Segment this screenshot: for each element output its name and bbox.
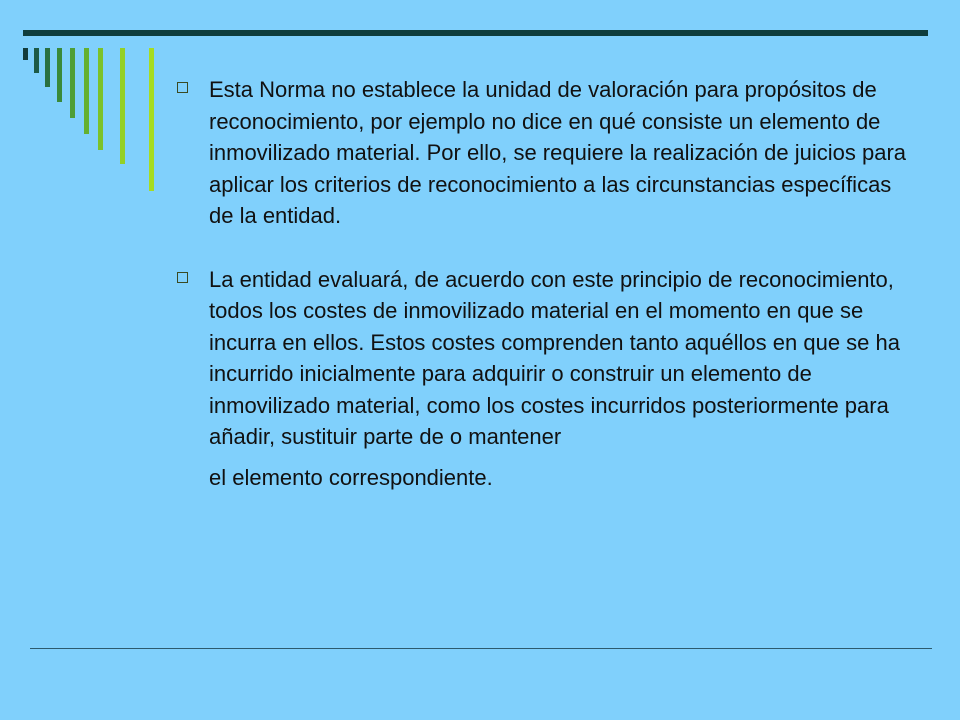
slide-content <box>172 74 912 493</box>
bullet-text: La entidad evaluará, de acuerdo con este principio de reconocimiento, todos los costes de inmovilizado material en el momento en que se incurra en ellos. Estos costes comprenden tanto aquéllos en que se ha incurrido inicialmente para adquirir o construir un elemento de inmovilizado material, como los costes incurridos posteriormente para añadir, sustituir parte de o mantener <box>209 266 900 449</box>
bullet-item <box>172 264 912 494</box>
stripe <box>57 48 62 102</box>
stripe <box>45 48 50 87</box>
bullet-text: Esta Norma no establece la unidad de valoración para propósitos de reconocimiento, por ejemplo no dice en qué consiste un elemento de inmovilizado material. Por ello, se requiere la realización de juicios para aplicar los criterios de reconocimiento a las circunstancias específicas de la entidad. <box>209 77 907 228</box>
stripe <box>34 48 39 73</box>
stripe <box>98 48 103 150</box>
bottom-rule <box>30 648 932 649</box>
square-bullet-icon <box>177 272 188 283</box>
decorative-stripes <box>23 48 163 193</box>
bullet-item <box>172 74 912 232</box>
stripe <box>70 48 75 118</box>
stripe <box>120 48 125 164</box>
square-bullet-icon <box>177 82 188 93</box>
stripe <box>23 48 28 60</box>
bullet-text-end: el elemento correspondiente. <box>209 464 493 490</box>
stripe <box>149 48 154 191</box>
top-rule <box>23 30 928 36</box>
stripe <box>84 48 89 134</box>
